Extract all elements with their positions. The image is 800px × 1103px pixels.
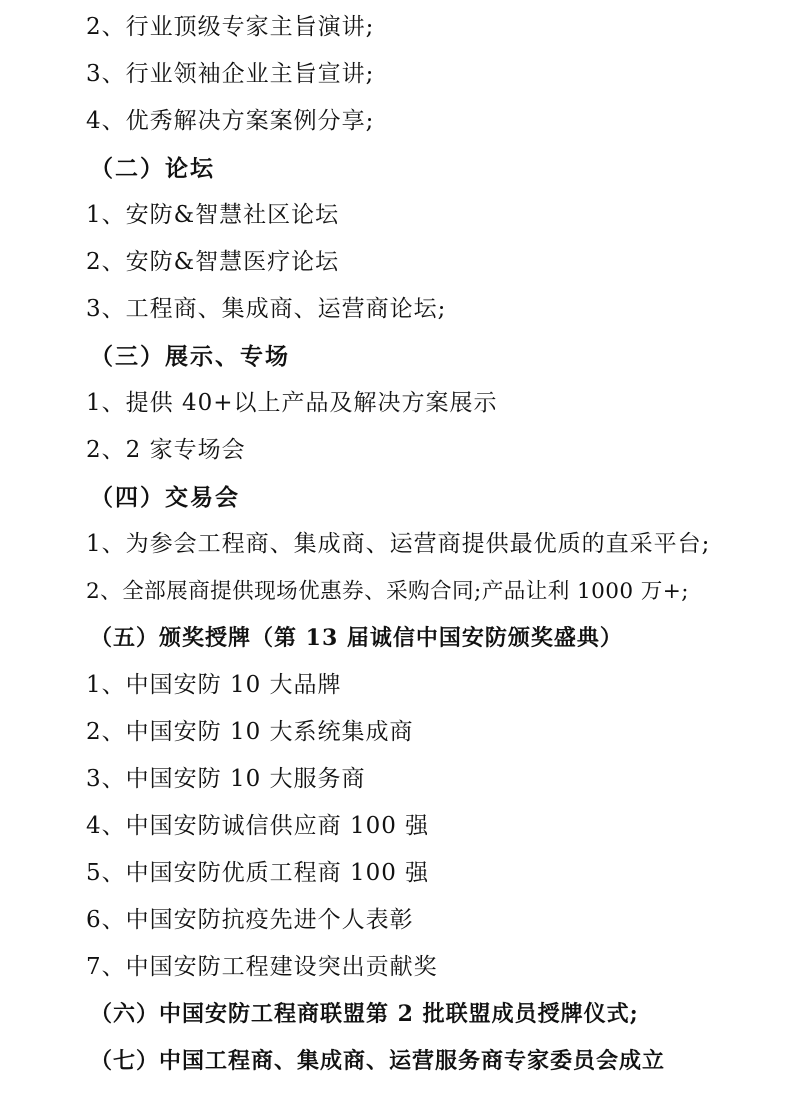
item-text: 中国安防 10 大服务商 xyxy=(125,766,366,792)
item-text: 全部展商提供现场优惠券、采购合同;产品让利 1000 万+; xyxy=(122,579,689,604)
item-number: 4 xyxy=(86,813,102,839)
item-text: 中国安防优质工程商 100 强 xyxy=(125,860,430,886)
item-separator: 、 xyxy=(101,860,126,886)
list-item xyxy=(86,427,246,474)
item-text: 工程商、集成商、运营商论坛; xyxy=(125,296,447,322)
item-number: 5 xyxy=(86,860,102,886)
item-separator: 、 xyxy=(101,437,126,463)
item-separator: 、 xyxy=(101,766,126,792)
section-heading: （七）中国工程商、集成商、运营服务商专家委员会成立 xyxy=(90,1048,666,1074)
item-number: 7 xyxy=(86,954,102,980)
list-item xyxy=(86,568,689,615)
item-number: 3 xyxy=(86,766,102,792)
list-item xyxy=(86,380,498,427)
item-number: 1 xyxy=(86,672,102,698)
item-number: 1 xyxy=(86,202,102,228)
item-separator: 、 xyxy=(101,202,126,228)
item-text: 提供 40+以上产品及解决方案展示 xyxy=(125,390,498,416)
item-text: 中国安防工程建设突出贡献奖 xyxy=(125,954,438,980)
item-text: 中国安防 10 大品牌 xyxy=(125,672,342,698)
item-text: 中国安防诚信供应商 100 强 xyxy=(125,813,430,839)
item-separator: 、 xyxy=(101,61,126,87)
list-item xyxy=(86,286,446,333)
item-number: 1 xyxy=(86,390,102,416)
item-separator: 、 xyxy=(101,672,126,698)
item-number: 3 xyxy=(86,61,102,87)
item-text: 行业顶级专家主旨演讲; xyxy=(125,14,375,40)
item-text: 安防&智慧医疗论坛 xyxy=(125,249,340,275)
item-text: 优秀解决方案案例分享; xyxy=(125,108,375,134)
list-item xyxy=(86,756,366,803)
item-separator: 、 xyxy=(101,719,126,745)
section-heading: （二）论坛 xyxy=(90,155,215,182)
item-number: 3 xyxy=(86,296,102,322)
section-heading: （六）中国安防工程商联盟第 2 批联盟成员授牌仪式; xyxy=(90,1001,639,1027)
list-item xyxy=(86,4,374,51)
item-number: 2 xyxy=(86,249,102,275)
section-heading: （五）颁奖授牌（第 13 届诚信中国安防颁奖盛典） xyxy=(90,625,623,651)
item-text: 中国安防抗疫先进个人表彰 xyxy=(125,907,414,933)
item-text: 中国安防 10 大系统集成商 xyxy=(125,719,414,745)
list-item xyxy=(86,850,429,897)
section-heading: （三）展示、专场 xyxy=(90,343,290,370)
list-item xyxy=(86,709,414,756)
list-item xyxy=(86,897,414,944)
item-text: 2 家专场会 xyxy=(125,437,246,463)
item-number: 2 xyxy=(86,437,102,463)
item-text: 为参会工程商、集成商、运营商提供最优质的直采平台; xyxy=(125,531,711,557)
section-heading: （四）交易会 xyxy=(90,484,240,511)
list-item xyxy=(86,662,342,709)
item-number: 2 xyxy=(86,719,102,745)
item-separator: 、 xyxy=(101,907,126,933)
list-item xyxy=(86,944,438,991)
list-item xyxy=(86,192,339,239)
item-separator: 、 xyxy=(101,296,126,322)
item-number: 2 xyxy=(86,14,102,40)
item-text: 安防&智慧社区论坛 xyxy=(125,202,340,228)
item-separator: 、 xyxy=(101,249,126,275)
list-item xyxy=(86,803,429,850)
item-number: 1 xyxy=(86,531,102,557)
item-text: 行业领袖企业主旨宣讲; xyxy=(125,61,375,87)
item-separator: 、 xyxy=(101,108,126,134)
item-separator: 、 xyxy=(100,579,123,604)
list-item xyxy=(86,51,374,98)
list-item xyxy=(86,521,710,568)
item-separator: 、 xyxy=(101,531,126,557)
item-separator: 、 xyxy=(101,14,126,40)
item-separator: 、 xyxy=(101,954,126,980)
item-number: 6 xyxy=(86,907,102,933)
item-separator: 、 xyxy=(101,390,126,416)
item-separator: 、 xyxy=(101,813,126,839)
list-item xyxy=(86,98,374,145)
item-number: 4 xyxy=(86,108,102,134)
item-number: 2 xyxy=(86,579,101,604)
list-item xyxy=(86,239,339,286)
